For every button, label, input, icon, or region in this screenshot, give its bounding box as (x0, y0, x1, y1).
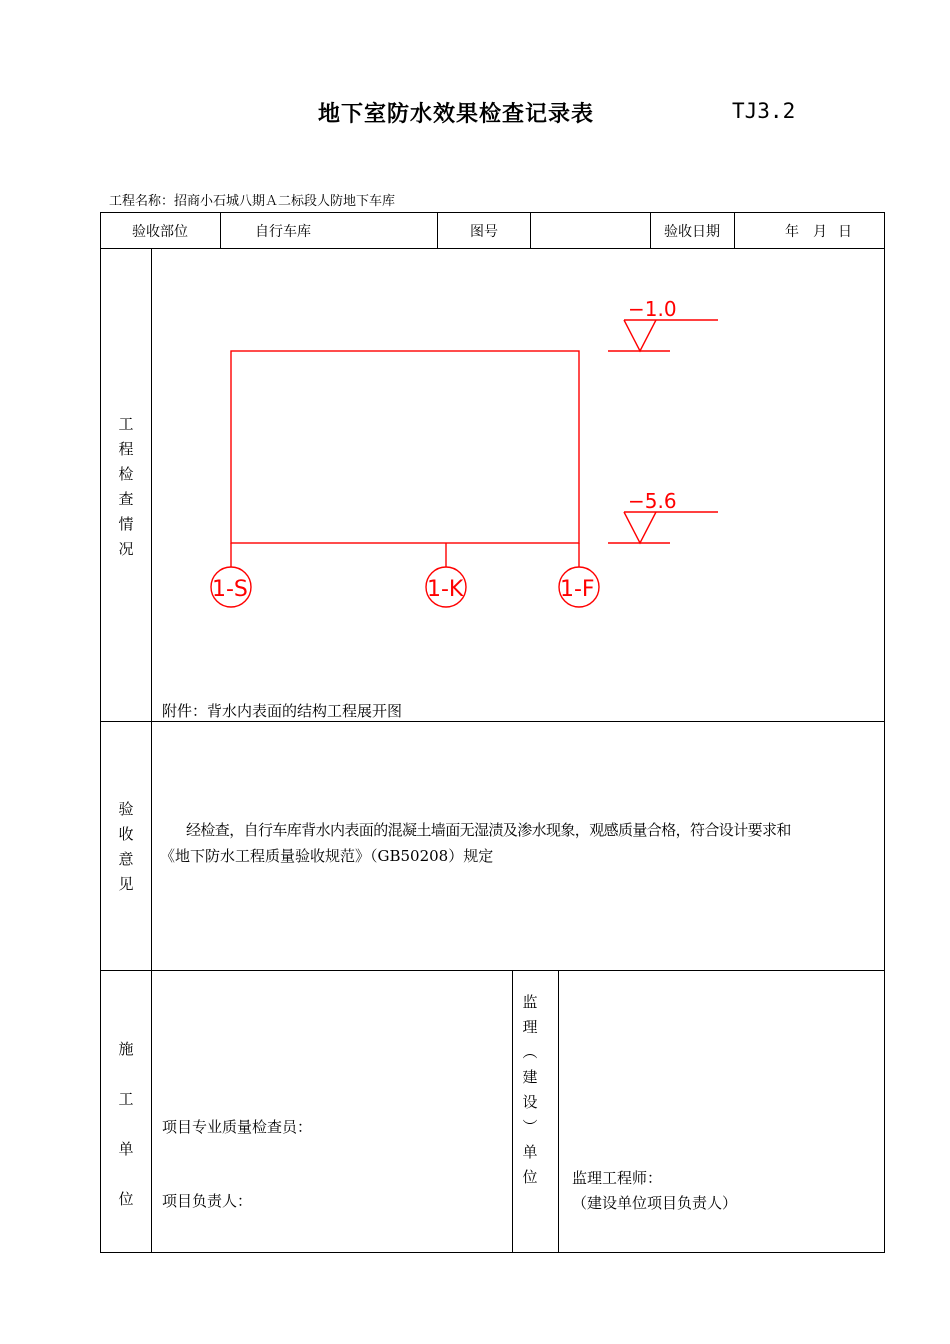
level-label-1: −1.0 (628, 297, 677, 321)
part-value: 自行车库 (255, 224, 311, 240)
side-char: 设 (522, 1093, 538, 1111)
side-char: 情 (118, 515, 134, 533)
side-char: 监 (522, 993, 538, 1011)
side-char: 位 (522, 1168, 538, 1186)
drawing-number-label: 图号 (470, 224, 498, 240)
axis-label-1f: 1-F (560, 577, 595, 602)
attachment-note: 附件：背水内表面的结构工程展开图 (162, 702, 403, 720)
acceptance-date-label: 验收日期 (664, 224, 720, 240)
form-code: TJ3.2 (732, 99, 796, 123)
side-char: 施 (118, 1040, 134, 1058)
axis-label-1k: 1-K (427, 577, 464, 602)
level-label-2: −5.6 (628, 489, 677, 513)
side-char: 程 (118, 440, 134, 458)
owner-manager-label: （建设单位项目负责人） (572, 1194, 738, 1212)
inspection-side-label (116, 412, 136, 562)
side-char: 况 (118, 540, 134, 558)
date-day: 日 (838, 224, 852, 240)
side-char: 收 (118, 825, 134, 843)
level-triangle-2 (624, 512, 656, 543)
wall-outline (231, 351, 579, 543)
project-manager-label: 项目负责人： (162, 1192, 253, 1210)
side-char: ︵ (522, 1043, 538, 1061)
level-triangle-1 (624, 320, 656, 351)
axis-label-1s: 1-S (212, 577, 248, 602)
side-char: 单 (118, 1140, 134, 1158)
drawing-labels (212, 297, 677, 602)
construction-unit-side-label (116, 1024, 136, 1224)
part-label: 验收部位 (132, 224, 188, 240)
page-title: 地下室防水效果检查记录表 (318, 101, 595, 127)
side-char: 工 (118, 415, 134, 433)
quality-inspector-label: 项目专业质量检查员： (162, 1118, 313, 1136)
side-char: 位 (118, 1190, 134, 1208)
side-char: 单 (522, 1143, 538, 1161)
side-char: 见 (118, 875, 134, 893)
date-month: 月 (813, 224, 827, 240)
acceptance-opinion-line2: 《地下防水工程质量验收规范》（GB50208）规定 (160, 847, 494, 865)
side-char: 建 (522, 1068, 538, 1086)
supervision-unit-side-label (520, 990, 540, 1190)
side-char: 理 (522, 1018, 538, 1036)
side-char: 验 (118, 800, 134, 818)
structure-drawing (211, 320, 718, 607)
side-char: 查 (118, 490, 134, 508)
project-name-label: 工程名称： (109, 194, 175, 209)
side-char: ︶ (522, 1118, 538, 1136)
supervision-engineer-label: 监理工程师： (572, 1169, 663, 1187)
acceptance-side-label (116, 797, 136, 897)
date-year: 年 (785, 224, 799, 240)
side-char: 意 (118, 850, 134, 868)
table-border (101, 213, 885, 1253)
side-char: 检 (118, 465, 134, 483)
side-char: 工 (118, 1090, 134, 1108)
project-name-value: 招商小石城八期Ａ二标段人防地下车库 (174, 194, 396, 209)
acceptance-opinion-line1: 经检查，自行车库背水内表面的混凝土墙面无湿渍及渗水现象，观感质量合格，符合设计要求和 (186, 821, 791, 839)
